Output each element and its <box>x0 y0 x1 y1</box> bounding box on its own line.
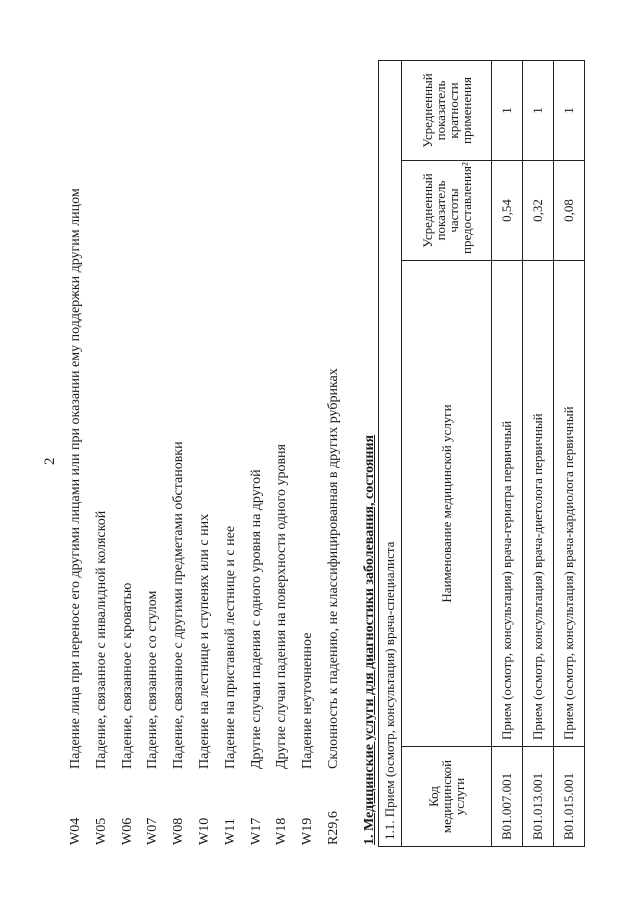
diagnosis-code: W11 <box>222 818 238 845</box>
diagnosis-code: W17 <box>248 817 264 845</box>
service-name: Прием (осмотр, консультация) врача-гериатра первичный <box>492 261 523 747</box>
diagnosis-code: W18 <box>274 817 290 845</box>
services-table <box>378 60 585 847</box>
diagnosis-list <box>66 45 350 845</box>
diagnosis-text: Падение на лестнице и ступенях или с них <box>196 513 212 769</box>
diagnosis-row <box>169 45 195 845</box>
diagnosis-row <box>247 45 273 845</box>
diagnosis-text: Падение лица при переносе его другими лицами или при оказании ему поддержки другим лицом <box>68 188 83 769</box>
service-multiplicity: 1 <box>523 60 554 160</box>
service-frequency: 0,32 <box>523 161 554 261</box>
column-header-frequency: Усредненный показатель частоты предоставления² <box>402 161 492 261</box>
diagnosis-row <box>66 45 92 845</box>
column-header-code: Код медицинской услуги <box>402 747 492 847</box>
service-code: B01.015.001 <box>554 747 585 847</box>
diagnosis-text: Падение, связанное с другими предметами обстановки <box>171 441 187 769</box>
service-frequency: 0,54 <box>492 161 523 261</box>
diagnosis-code: W07 <box>145 817 161 845</box>
diagnosis-code: W06 <box>119 817 135 845</box>
table-row <box>492 60 523 846</box>
diagnosis-text: Падение неуточненное <box>300 632 316 769</box>
service-code: B01.007.001 <box>492 747 523 847</box>
page-number: 2 <box>42 457 58 465</box>
diagnosis-row <box>118 45 144 845</box>
diagnosis-text: Падение, связанное с кроватью <box>119 582 135 769</box>
table-header-row <box>402 60 492 846</box>
diagnosis-row <box>298 45 324 845</box>
diagnosis-text: Падение на приставной лестнице и с нее <box>222 525 238 769</box>
diagnosis-text: Другие случаи падения на поверхности одного уровня <box>274 444 290 769</box>
diagnosis-code: W19 <box>300 817 316 845</box>
diagnosis-code: W05 <box>93 817 109 845</box>
diagnosis-code: R29,6 <box>325 811 341 845</box>
diagnosis-code: W04 <box>68 817 83 845</box>
diagnosis-row <box>92 45 118 845</box>
subsection-row <box>379 60 402 846</box>
column-header-multiplicity: Усредненный показатель кратности применения <box>402 60 492 160</box>
diagnosis-text: Падение, связанное с инвалидной коляской <box>93 510 109 769</box>
diagnosis-row <box>221 45 247 845</box>
service-name: Прием (осмотр, консультация) врача-кардиолога первичный <box>554 261 585 747</box>
service-name: Прием (осмотр, консультация) врача-диетолога первичный <box>523 261 554 747</box>
diagnosis-row <box>272 45 298 845</box>
diagnosis-text: Другие случаи падения с одного уровня на другой <box>248 469 264 769</box>
diagnosis-row <box>324 45 350 845</box>
table-row <box>523 60 554 846</box>
diagnosis-row <box>143 45 169 845</box>
service-code: B01.013.001 <box>523 747 554 847</box>
table-row <box>554 60 585 846</box>
section-title: 1. Медицинские услуги для диагностики заболевания, состояния <box>362 434 377 845</box>
diagnosis-code: W10 <box>196 817 212 845</box>
service-frequency: 0,08 <box>554 161 585 261</box>
service-multiplicity: 1 <box>492 60 523 160</box>
subsection-title: 1.1. Прием (осмотр, консультация) врача-специалиста <box>379 60 402 846</box>
diagnosis-row <box>195 45 221 845</box>
column-header-name: Наименование медицинской услуги <box>402 261 492 747</box>
diagnosis-code: W08 <box>171 817 187 845</box>
diagnosis-text: Склонность к падению, не классифицированная в других рубриках <box>325 368 341 769</box>
service-multiplicity: 1 <box>554 60 585 160</box>
diagnosis-text: Падение, связанное со стулом <box>145 590 161 769</box>
